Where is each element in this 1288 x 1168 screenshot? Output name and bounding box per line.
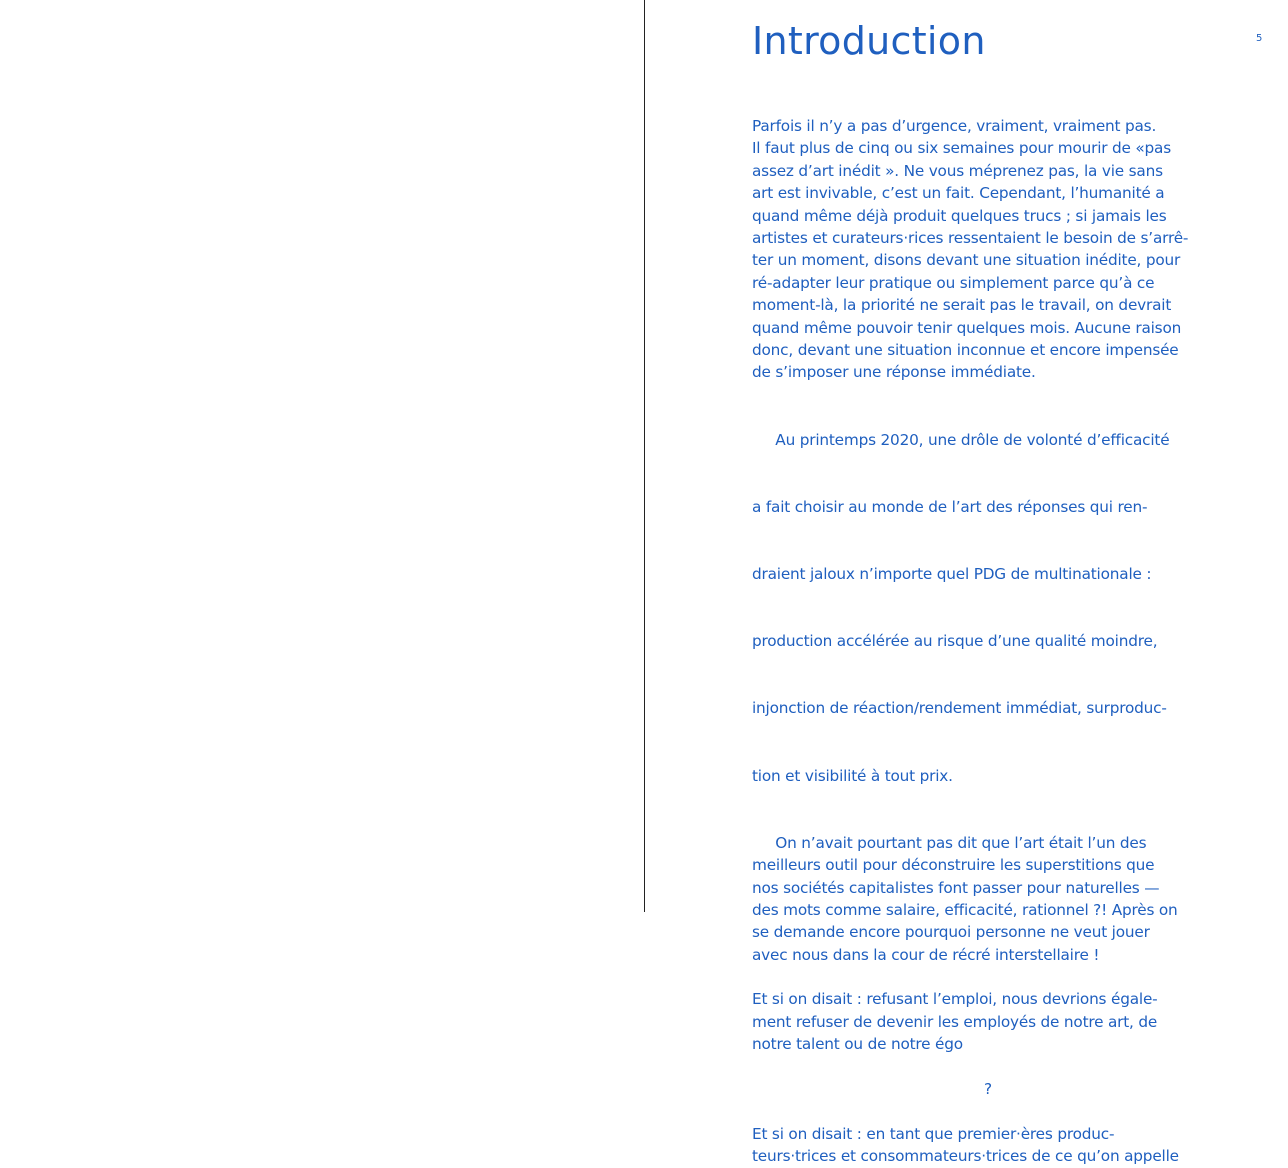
text-line: Parfois il n’y a pas d’urgence, vraiment, vraiment pas. bbox=[752, 117, 1157, 135]
text-line: donc, devant une situation inconnue et encore impensée bbox=[752, 340, 1179, 359]
paragraph-4 bbox=[752, 988, 1244, 1055]
text-line: notre talent ou de notre égo bbox=[752, 1035, 963, 1054]
text-line: a fait choisir au monde de l’art des réponses qui ren- bbox=[752, 497, 1148, 516]
text-line: Au printemps 2020, une drôle de volonté d’efficacité bbox=[752, 430, 1170, 449]
text-line: Et si on disait : en tant que premier·ères produc- bbox=[752, 1124, 1115, 1143]
text-line: Il faut plus de cinq ou six semaines pour mourir de «pas bbox=[752, 139, 1171, 158]
page-title: Introduction bbox=[752, 19, 986, 63]
text-line: des mots comme salaire, efficacité, rationnel ?! Après on bbox=[752, 900, 1178, 919]
text-line: injonction de réaction/rendement immédiat, surproduc- bbox=[752, 699, 1167, 718]
page-number: 5 bbox=[1256, 33, 1263, 44]
paragraph-1 bbox=[752, 115, 1244, 384]
text-line: ter un moment, disons devant une situation inédite, pour bbox=[752, 251, 1181, 270]
text-line: nos sociétés capitalistes font passer pour naturelles — bbox=[752, 878, 1160, 897]
paragraph-spacer bbox=[752, 1056, 1244, 1078]
question-mark: ? bbox=[984, 1080, 992, 1099]
text-line: production accélérée au risque d’une qualité moindre, bbox=[752, 632, 1158, 651]
text-line: ment refuser de devenir les employés de notre art, de bbox=[752, 1012, 1158, 1031]
text-line: ré-adapter leur pratique ou simplement parce qu’à ce bbox=[752, 273, 1155, 292]
text-line: se demande encore pourquoi personne ne veut jouer bbox=[752, 923, 1150, 942]
text-line: de s’imposer une réponse immédiate. bbox=[752, 363, 1036, 382]
paragraph-3 bbox=[752, 832, 1244, 966]
text-line: quand même déjà produit quelques trucs ; si jamais les bbox=[752, 206, 1167, 225]
paragraph-5 bbox=[752, 1123, 1244, 1168]
text-line: On n’avait pourtant pas dit que l’art était l’un des bbox=[752, 833, 1147, 852]
paragraph-2 bbox=[752, 384, 1244, 832]
body-text bbox=[752, 115, 1244, 1168]
text-line: avec nous dans la cour de récré interstellaire ! bbox=[752, 945, 1100, 964]
text-line: Et si on disait : refusant l’emploi, nous devrions égale- bbox=[752, 990, 1158, 1009]
text-line: assez d’art inédit ». Ne vous méprenez pas, la vie sans bbox=[752, 161, 1163, 180]
text-line: moment-là, la priorité ne serait pas le travail, on devrait bbox=[752, 296, 1172, 315]
paragraph-spacer bbox=[752, 1100, 1244, 1122]
paragraph-spacer bbox=[752, 966, 1244, 988]
text-line: meilleurs outil pour déconstruire les superstitions que bbox=[752, 856, 1155, 875]
left-page-blank bbox=[0, 0, 644, 912]
text-line: art est invivable, c’est un fait. Cependant, l’humanité a bbox=[752, 184, 1165, 203]
text-line: artistes et curateurs·rices ressentaient le besoin de s’arrê- bbox=[752, 228, 1189, 247]
text-line: tion et visibilité à tout prix. bbox=[752, 766, 953, 785]
text-line: quand même pouvoir tenir quelques mois. Aucune raison bbox=[752, 318, 1182, 337]
right-page bbox=[645, 0, 1288, 1166]
text-line: teurs·trices et consommateurs·trices de ce qu’on appelle bbox=[752, 1147, 1179, 1166]
text-line: draient jaloux n’importe quel PDG de multinationale : bbox=[752, 564, 1152, 583]
